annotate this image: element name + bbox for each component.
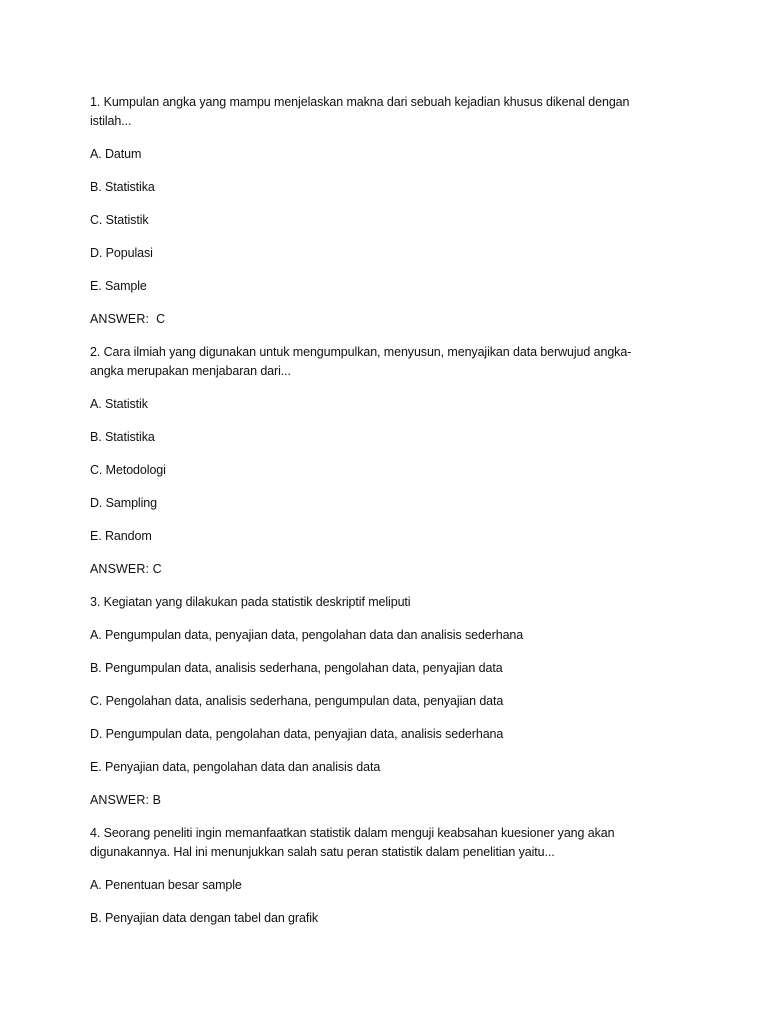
question-4 (90, 824, 658, 928)
option-e: E. Sample (90, 279, 147, 293)
question-3 (90, 593, 658, 810)
option-list (90, 876, 658, 928)
answer-key: ANSWER: C (90, 312, 166, 326)
option-list (90, 145, 658, 296)
option-c: C. Pengolahan data, analisis sederhana, pengumpulan data, penyajian data (90, 694, 504, 708)
option-d: D. Sampling (90, 496, 157, 510)
option-e: E. Penyajian data, pengolahan data dan analisis data (90, 760, 381, 774)
option-e: E. Random (90, 529, 152, 543)
option-c: C. Statistik (90, 213, 149, 227)
option-b: B. Pengumpulan data, analisis sederhana, pengolahan data, penyajian data (90, 661, 503, 675)
option-d: D. Populasi (90, 246, 153, 260)
option-a: A. Penentuan besar sample (90, 878, 242, 892)
question-2 (90, 343, 658, 579)
question-text: 4. Seorang peneliti ingin memanfaatkan statistik dalam menguji keabsahan kuesioner yang akan digunakannya. Hal ini menunjukkan salah satu peran statistik dalam penelitian yaitu... (90, 826, 615, 859)
option-c: C. Metodologi (90, 463, 166, 477)
question-text: 3. Kegiatan yang dilakukan pada statistik deskriptif meliputi (90, 595, 411, 609)
option-b: B. Penyajian data dengan tabel dan grafik (90, 911, 319, 925)
option-a: A. Statistik (90, 397, 148, 411)
answer-key: ANSWER: C (90, 562, 162, 576)
option-list (90, 395, 658, 546)
option-a: A. Pengumpulan data, penyajian data, pengolahan data dan analisis sederhana (90, 628, 524, 642)
option-a: A. Datum (90, 147, 142, 161)
option-b: B. Statistika (90, 430, 155, 444)
option-d: D. Pengumpulan data, pengolahan data, penyajian data, analisis sederhana (90, 727, 504, 741)
question-text: 2. Cara ilmiah yang digunakan untuk mengumpulkan, menyusun, menyajikan data berwujud angka-angka merupakan menjabaran dari... (90, 345, 632, 378)
question-1 (90, 93, 658, 329)
option-list (90, 626, 658, 777)
answer-key: ANSWER: B (90, 793, 162, 807)
question-text: 1. Kumpulan angka yang mampu menjelaskan makna dari sebuah kejadian khusus dikenal dengan istilah... (90, 95, 630, 128)
option-b: B. Statistika (90, 180, 155, 194)
